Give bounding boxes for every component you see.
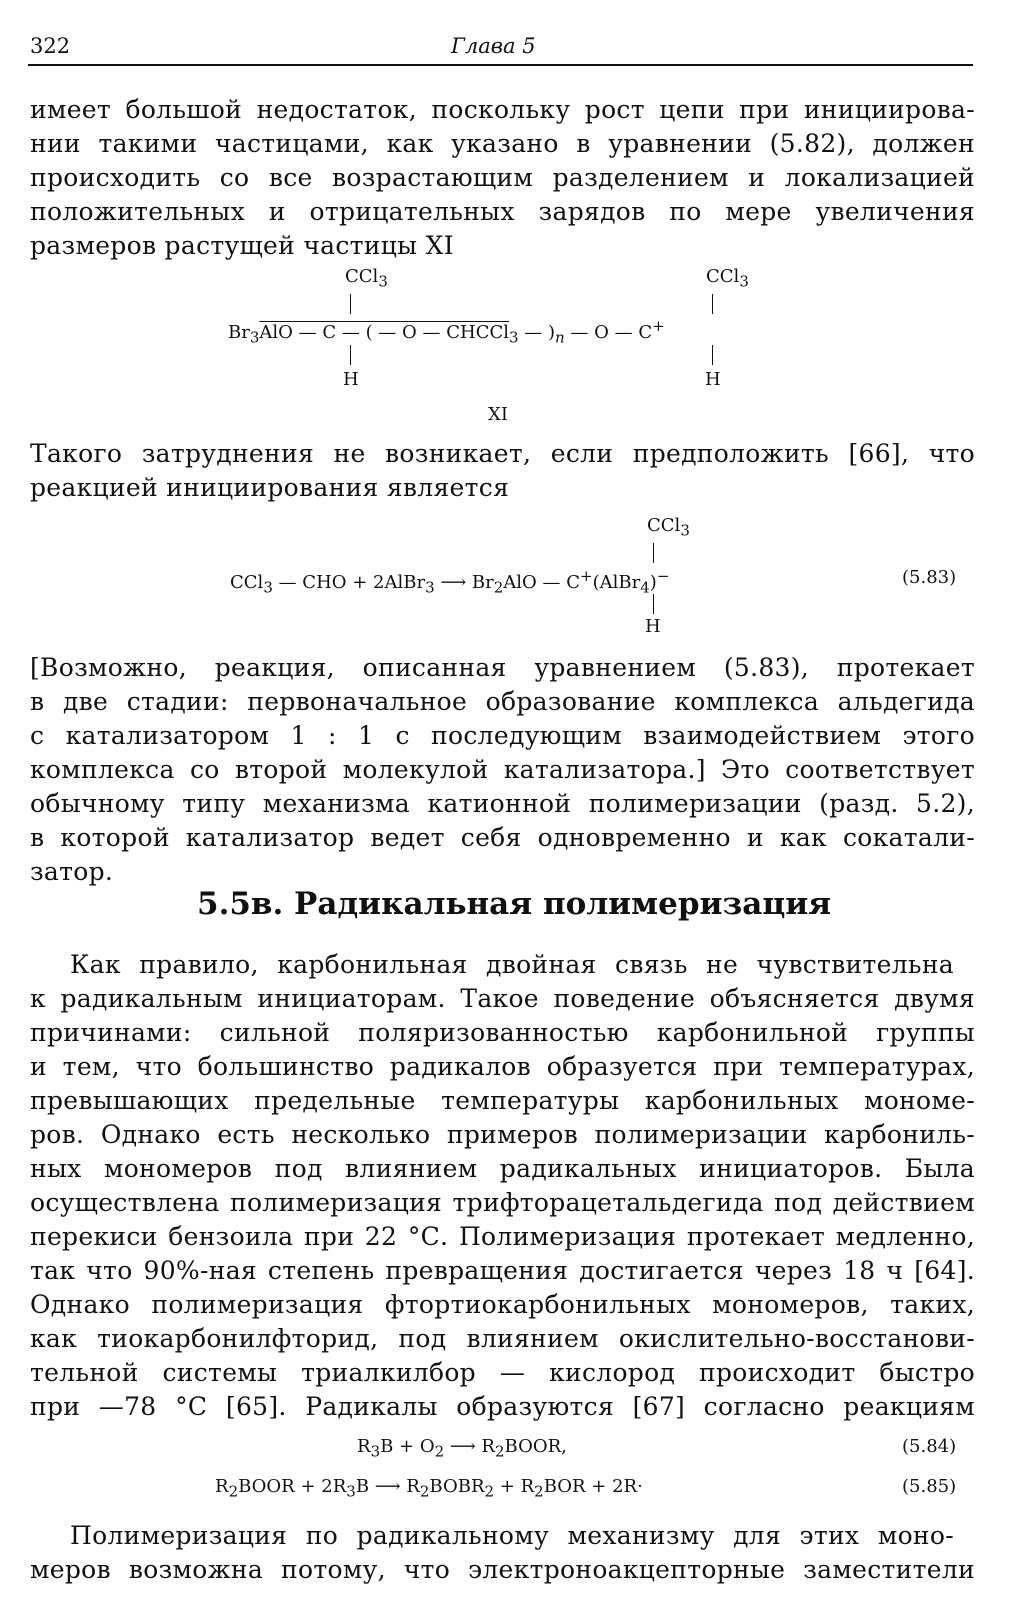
text-line: к радикальным инициаторам. Такое поведение объясняется двумя	[30, 984, 975, 1013]
ccl3-left-group: CCl$_3$	[345, 266, 388, 291]
hydrogen-left: H	[343, 369, 359, 390]
running-header-chapter: Глава 5	[451, 34, 536, 58]
hydrogen: H	[645, 616, 661, 637]
text-line: осуществлена полимеризация трифторацетальдегида под действием	[30, 1188, 975, 1217]
bond-line	[350, 345, 351, 365]
text-line: затор.	[30, 857, 114, 886]
structure-chain: $Br_3AlO$ — C — ( — O — CHCCl$_3$ — )$_n$ — O — C+	[228, 317, 665, 347]
text-line: Однако полимеризация фтортиокарбонильных мономеров, таких,	[30, 1290, 975, 1319]
text-line: при —78 °С [65]. Радикалы образуются [67] согласно реакциям	[30, 1392, 975, 1421]
header-rule	[28, 64, 973, 66]
text-line: с катализатором 1 : 1 с последующим взаимодействием этого	[30, 721, 975, 750]
text-line: нии такими частицами, как указано в уравнении (5.82), должен	[30, 129, 975, 158]
bond-line	[350, 294, 351, 314]
text-line: происходить со все возрастающим разделением и локализацией	[30, 163, 975, 192]
section-heading: 5.5в. Радикальная полимеризация	[197, 886, 832, 922]
bond-line	[712, 294, 713, 314]
hydrogen-right: H	[705, 369, 721, 390]
text-line: комплекса со второй молекулой катализатора.] Это соответствует	[30, 755, 975, 784]
text-line: положительных и отрицательных зарядов по мере увеличения	[30, 197, 975, 226]
equation-number: (5.83)	[902, 567, 957, 588]
text-line: и тем, что большинство радикалов образуется при температурах,	[30, 1052, 975, 1081]
text-line: как тиокарбонилфторид, под влиянием окислительно-восстанови-	[30, 1324, 975, 1353]
ccl3-right-group: CCl$_3$	[706, 266, 749, 291]
text-line: в которой катализатор ведет себя одновременно и как сокатали-	[30, 823, 975, 852]
equation-number: (5.84)	[902, 1436, 957, 1457]
text-line: реакцией инициирования является	[30, 473, 510, 502]
equation-5-84: $R_3B + O_2$ ⟶ $R_2BOOR$,	[357, 1436, 567, 1461]
bond-line	[653, 594, 654, 614]
text-line: перекиси бензоила при 22 °С. Полимеризация протекает медленно,	[30, 1222, 975, 1251]
page-number: 322	[30, 34, 71, 58]
structure-label: XI	[488, 404, 508, 425]
text-line: причинами: сильной поляризованностью карбонильной группы	[30, 1018, 975, 1047]
text-line: тельной системы триалкилбор — кислород происходит быстро	[30, 1358, 975, 1387]
equation-5-85: $R_2BOOR + 2R_3B$ ⟶ $R_2BOBR_2 + R_2BOR + 2R\cdot$	[215, 1476, 643, 1501]
text-line: [Возможно, реакция, описанная уравнением (5.83), протекает	[30, 653, 975, 682]
text-line: ных мономеров под влиянием радикальных инициаторов. Была	[30, 1154, 975, 1183]
text-line: имеет большой недостаток, поскольку рост цепи при инициирова-	[30, 95, 975, 124]
ccl3-group: CCl$_3$	[647, 515, 690, 540]
text-line: Как правило, карбонильная двойная связь не чувствительна	[70, 950, 954, 979]
text-line: Полимеризация по радикальному механизму для этих моно-	[70, 1521, 954, 1550]
text-line: размеров растущей частицы XI	[30, 231, 454, 260]
bond-line	[712, 345, 713, 365]
text-line: меров возможна потому, что электроноакцепторные заместители	[30, 1555, 975, 1584]
text-line: в две стадии: первоначальное образование комплекса альдегида	[30, 687, 975, 716]
text-line: Такого затруднения не возникает, если предположить [66], что	[30, 439, 975, 468]
text-line: обычному типу механизма катионной полимеризации (разд. 5.2),	[30, 789, 975, 818]
text-line: так что 90%-ная степень превращения достигается через 18 ч [64].	[30, 1256, 975, 1285]
equation-number: (5.85)	[902, 1476, 957, 1497]
text-line: превышающих предельные температуры карбонильных мономе-	[30, 1086, 975, 1115]
equation-body: CCl$_3$ — CHO + 2AlBr$_3$ ⟶ $Br_2AlO$ — C+(AlBr$_4$)−	[230, 567, 670, 597]
bond-line	[653, 543, 654, 563]
text-line: ров. Однако есть несколько примеров полимеризации карбониль-	[30, 1120, 975, 1149]
